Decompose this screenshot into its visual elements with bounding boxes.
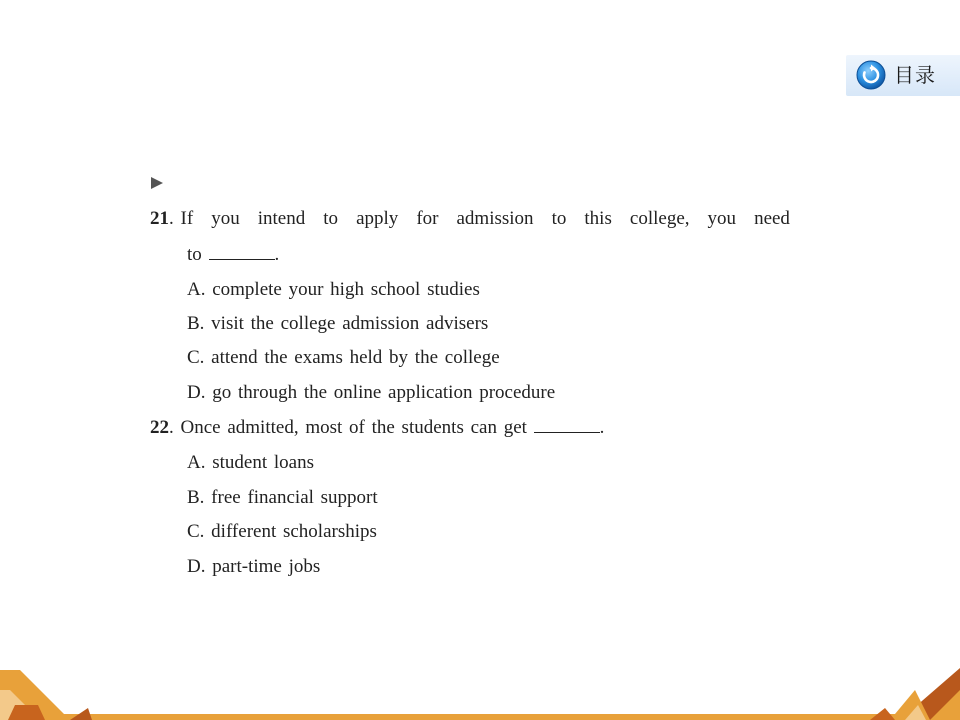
word: to	[323, 208, 339, 229]
bottom-decorative-bar	[0, 714, 960, 720]
stem-text: .	[599, 417, 605, 438]
option-22-a: A. student loans	[187, 452, 314, 473]
stem-text: to	[187, 244, 202, 265]
word: to	[551, 208, 567, 229]
toc-label: 目录	[894, 63, 936, 87]
option-22-b: B. free financial support	[187, 487, 378, 508]
word: you	[211, 208, 240, 229]
word: college,	[629, 208, 690, 229]
word: intend	[257, 208, 306, 229]
word: you	[707, 208, 737, 229]
option-22-c: C. different scholarships	[187, 521, 377, 542]
word: this	[584, 208, 612, 229]
word: If	[180, 208, 194, 229]
refresh-circle-icon	[856, 60, 886, 90]
option-21-b: B. visit the college admission advisers	[187, 313, 489, 334]
question-21-stem-line1: 21. If you intend to apply for admission to this college, you need	[150, 208, 790, 229]
question-21-number: 21	[150, 208, 169, 229]
question-21-stem-line2	[187, 243, 279, 267]
stem-text: Once admitted, most of the students can get	[180, 417, 527, 438]
option-21-d: D. go through the online application procedure	[187, 382, 556, 403]
option-21-c: C. attend the exams held by the college	[187, 347, 500, 368]
option-22-d: D. part-time jobs	[187, 556, 321, 577]
left-corner-decoration	[0, 660, 100, 720]
toc-button[interactable]	[846, 55, 960, 96]
answer-blank	[209, 244, 275, 260]
option-21-a: A. complete your high school studies	[187, 279, 480, 300]
word: for	[416, 208, 439, 229]
answer-blank	[534, 417, 600, 433]
word: apply	[356, 208, 399, 229]
right-corner-decoration	[860, 660, 960, 720]
stem-text: .	[274, 244, 280, 265]
word: need	[754, 208, 790, 229]
word: admission	[456, 208, 534, 229]
question-22-stem: 22. Once admitted, most of the students can get .	[150, 417, 605, 438]
triangle-play-icon	[150, 176, 164, 190]
question-22-number: 22	[150, 417, 169, 438]
